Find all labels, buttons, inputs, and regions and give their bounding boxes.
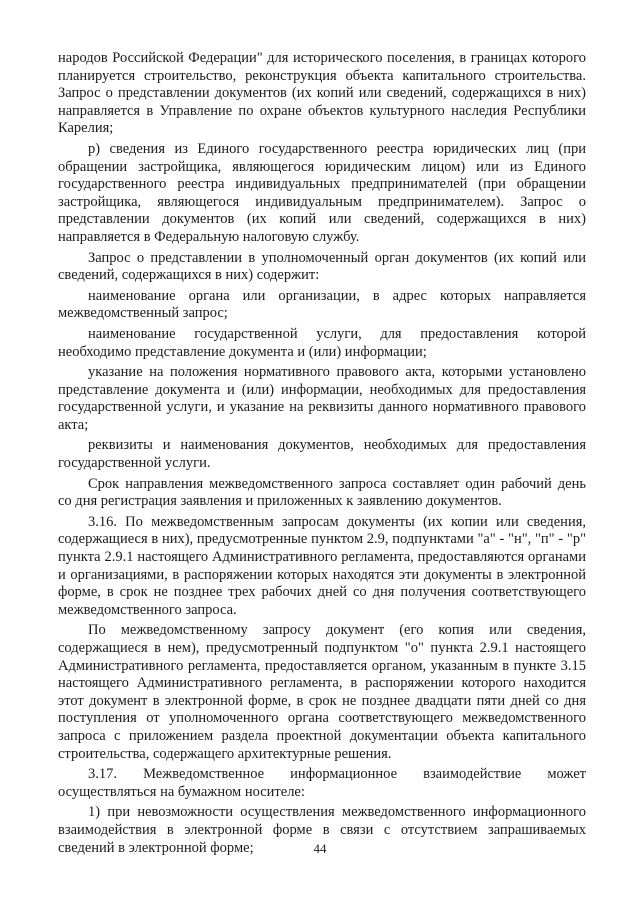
paragraph-request-deadline: Срок направления межведомственного запроса составляет один рабочий день со дня регистрация заявления и приложенных к заявлению документов. [58, 475, 586, 510]
paragraph-legal-act: указание на положения нормативного правового акта, которыми установлено представление документа и (или) информации, необходимых для предоставления государственной услуги, и указание на реквизиты данного нормативного правового акта; [58, 364, 586, 433]
paragraph-3-17: 3.17. Межведомственное информационное взаимодействие может осуществляться на бумажном носителе: [58, 766, 586, 800]
paragraph-organ-name: наименование органа или организации, в адрес которых направляется межведомственный запрос; [58, 287, 586, 322]
paragraph-3-17-item-1: 1) при невозможности осуществления межведомственного информационного взаимодействия в электронной форме в связи с отсутствием запрашиваемых сведений в электронной форме; [58, 804, 586, 856]
paragraph-continuation: народов Российской Федерации" для исторического поселения, в границах которого планируется строительство, реконструкция объекта капитального строительства. Запрос о представлении документов (их копий или сведений, содержащихся в них) направляется в Управление по охране объектов культурного наследия Республики Карелия; [58, 50, 586, 137]
page-number: 44 [313, 841, 327, 856]
paragraph-item-r: р) сведения из Единого государственного реестра юридических лиц (при обращении застройщика, являющегося юридическим лицом) или из Единого государственного реестра индивидуальных предпринимателей (при обращении застройщика, являющегося индивидуальным предпринимателем). Запрос о представлении документов (их копий или сведений, содержащихся в них) направляется в Федеральную налоговую службу. [58, 140, 586, 245]
document-body [58, 50, 586, 857]
paragraph-service-name: наименование государственной услуги, для предоставления которой необходимо представление документа и (или) информации; [58, 325, 586, 360]
paragraph-request-contents: Запрос о представлении в уполномоченный орган документов (их копий или сведений, содержащихся в них) содержит: [58, 249, 586, 284]
paragraph-subitem-o: По межведомственному запросу документ (его копия или сведения, содержащиеся в нем), предусмотренный подпунктом "о" пункта 2.9.1 настоящего Административного регламента, предоставляется органом, указанным в пункте 3.15 настоящего Административного регламента, в распоряжении которого находится этот документ в электронной форме, в срок не позднее двадцати пяти дней со дня поступления от уполномоченного органа соответствующего межведомственного запроса с приложением раздела проектной документации объекта капитального строительства, содержащего архитектурные решения. [58, 622, 586, 762]
paragraph-document-requisites: реквизиты и наименования документов, необходимых для предоставления государственной услуги. [58, 437, 586, 472]
paragraph-3-16: 3.16. По межведомственным запросам документы (их копии или сведения, содержащиеся в них), предусмотренные пунктом 2.9, подпунктами "а" - "н", "п" - "р" пункта 2.9.1 настоящего Административного регламента, предоставляются органами и организациями, в распоряжении которых находятся эти документы в электронной форме, в срок не позднее трех рабочих дней со дня получения соответствующего межведомственного запроса. [58, 513, 586, 618]
